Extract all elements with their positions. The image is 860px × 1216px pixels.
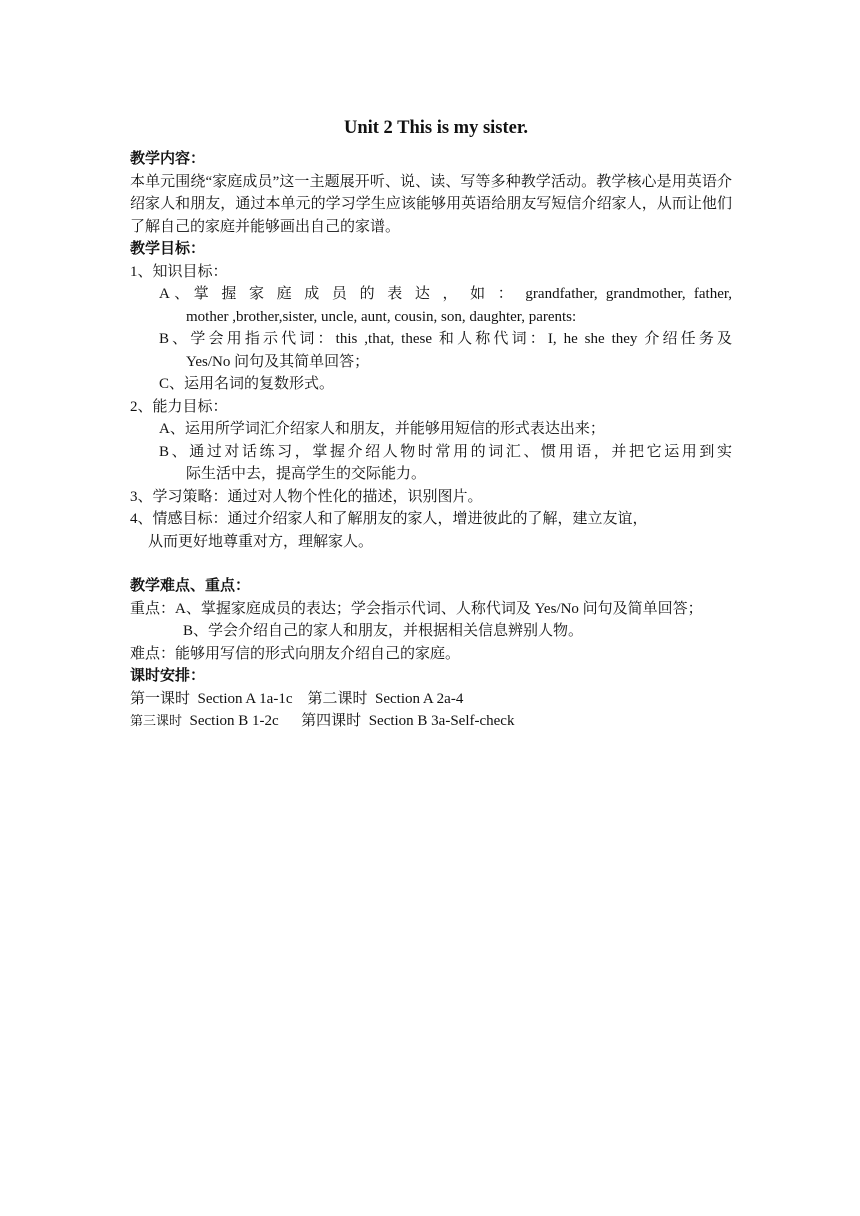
goal-3: 3、学习策略：通过对人物个性化的描述，识别图片。 [130, 488, 483, 505]
lesson-plan [130, 116, 732, 733]
goal-1-label: 1、知识目标： [130, 263, 228, 280]
period-2-section: Section A 2a-4 [375, 690, 464, 707]
spacer [130, 553, 732, 575]
period-3-section: Section B 1-2c [189, 713, 279, 729]
period-1-label: 第一课时 [130, 690, 191, 707]
schedule-heading: 课时安排： [130, 668, 206, 684]
goal-1-b-line1: B、学会用指示代词：this ,that, these 和人称代词：I, he she they 介绍任务及 [159, 331, 732, 347]
goal-1-b-line2: Yes/No 问句及其简单回答； [186, 353, 370, 370]
keypoint-b: B、学会介绍自己的家人和朋友，并根据相关信息辨别人物。 [183, 623, 584, 639]
goal-2-a: A、运用所学词汇介绍家人和朋友，并能够用短信的形式表达出来； [159, 421, 605, 437]
goal-4-cont: 从而更好地尊重对方，理解家人。 [148, 533, 374, 550]
period-3-label: 第三课时 [130, 713, 183, 728]
goal-1-c: C、运用名词的复数形式。 [159, 376, 335, 392]
goals-heading: 教学目标： [130, 241, 206, 257]
content-paragraph: 本单元围绕“家庭成员”这一主题展开听、说、读、写等多种教学活动。教学核心是用英语介绍家人和朋友，通过本单元的学习学生应该能够用英语给朋友写短信介绍家人，从而让他们了解自己的家庭并能够画出自己的家谱。 [130, 173, 732, 235]
difficulty: 难点：能够用写信的形式向朋友介绍自己的家庭。 [130, 645, 461, 662]
goal-1-a-line2: mother ,brother,sister, uncle, aunt, cousin, son, daughter, parents: [186, 308, 577, 325]
period-2-label: 第二课时 [307, 690, 368, 707]
content-heading: 教学内容： [130, 151, 206, 167]
goal-2-b-line2: 际生活中去，提高学生的交际能力。 [186, 466, 427, 482]
goal-2-b-line1: B、通过对话练习，掌握介绍人物时常用的词汇、惯用语，并把它运用到实 [159, 443, 732, 460]
goal-2-label: 2、能力目标： [130, 398, 228, 415]
goal-1-a [130, 283, 732, 328]
schedule-row-1 [130, 688, 732, 711]
document-title: Unit 2 This is my sister. [343, 118, 528, 138]
keypoint-a: 重点：A、掌握家庭成员的表达；学会指示代词、人称代词及 Yes/No 问句及简单回答； [130, 600, 703, 617]
keypoints-heading: 教学难点、重点： [130, 578, 251, 594]
period-4-section: Section B 3a-Self-check [368, 713, 515, 729]
goal-1-b [130, 328, 732, 373]
period-1-section: Section A 1a-1c [197, 690, 293, 707]
schedule-row-2 [130, 710, 732, 733]
goal-1-a-line1: A、掌 握 家 庭 成 员 的 表 达 ， 如 ： grandfather, grandmother, father, [159, 286, 732, 302]
goal-4: 4、情感目标：通过介绍家人和了解朋友的家人，增进彼此的了解，建立友谊， [130, 511, 648, 527]
period-4-label: 第四课时 [301, 713, 362, 729]
goal-2-b [130, 441, 732, 486]
